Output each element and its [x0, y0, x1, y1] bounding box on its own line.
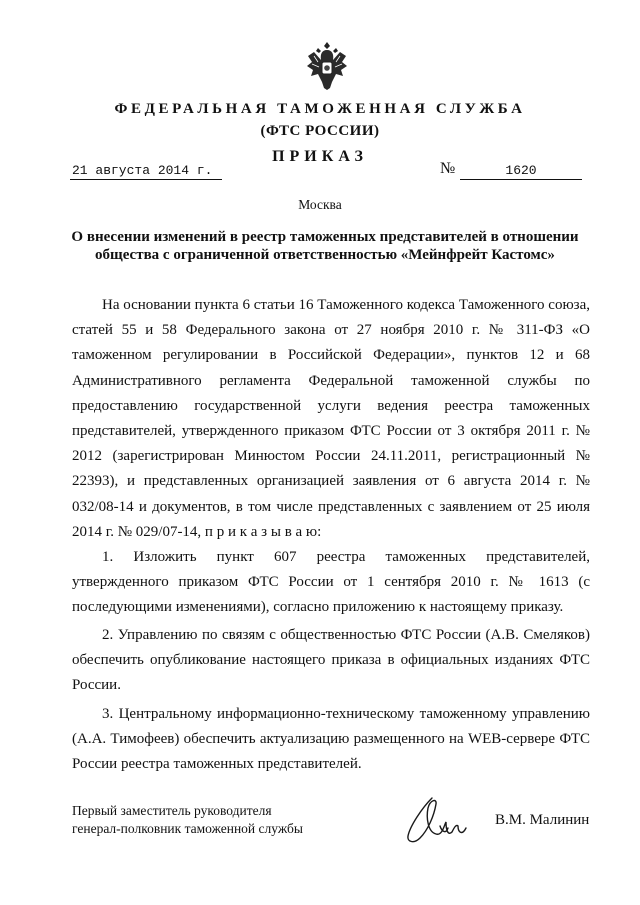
signatory-position — [72, 802, 303, 838]
handwritten-signature — [402, 792, 472, 850]
order-item-2 — [72, 623, 590, 699]
number-sign: № — [440, 160, 456, 177]
preamble-paragraph: На основании пункта 6 статьи 16 Таможенного кодекса Таможенного союза, статей 55 и 58 Федерального закона от 27 ноября 2010 г. № 311-ФЗ «О таможенном регулировании в Российской Федерации», пунктов 12 и 68 Административного регламента Федеральной таможенной службы по предоставлению государственной услуги ведения реестра таможенных представителей, утвержденного приказом ФТС России от 3 октября 2011 г. № 2012 (зарегистрирован Минюстом России 24.11.2011, регистрационный № 22393), и представленных организацией заявления от 6 августа 2014 г. № 032/08-14 и документов, в том числе представленных с заявлением от 25 июля 2014 г. № 029/07-14, п р и к а з ы в а ю: — [72, 297, 590, 540]
order-number: 1620 — [460, 163, 582, 180]
item-paragraph: 2. Управлению по связям с общественностью ФТС России (А.В. Смеляков) обеспечить опубликование настоящего приказа в официальных изданиях ФТС России. — [72, 627, 590, 694]
order-item-1 — [72, 545, 590, 621]
city: Москва — [298, 197, 342, 212]
order-body — [72, 293, 590, 545]
position-line: генерал-полковник таможенной службы — [72, 821, 303, 836]
order-subject: О внесении изменений в реестр таможенных представителей в отношении общества с ограниченной ответственностью «Мейнфрейт Кастомс» — [71, 229, 579, 263]
agency-name: ФЕДЕРАЛЬНАЯ ТАМОЖЕННАЯ СЛУЖБА — [114, 101, 526, 117]
position-line: Первый заместитель руководителя — [72, 803, 272, 818]
signatory-name: В.М. Малинин — [495, 812, 590, 828]
item-paragraph: 1. Изложить пункт 607 реестра таможенных представителей, утвержденного приказом ФТС России от 1 сентября 2010 г. № 1613 (с последующими изменениями), согласно приложению к настоящему приказу. — [72, 549, 590, 616]
coat-of-arms-icon — [304, 40, 350, 92]
item-paragraph: 3. Центральному информационно-техническому таможенному управлению (А.А. Тимофеев) обеспечить актуализацию размещенного на WEB-сервере ФТС России реестра таможенных представителей. — [72, 706, 590, 773]
agency-short-name: (ФТС РОССИИ) — [260, 123, 380, 139]
document-type: ПРИКАЗ — [272, 148, 368, 165]
order-date: 21 августа 2014 г. — [70, 163, 222, 180]
order-item-3 — [72, 702, 590, 778]
